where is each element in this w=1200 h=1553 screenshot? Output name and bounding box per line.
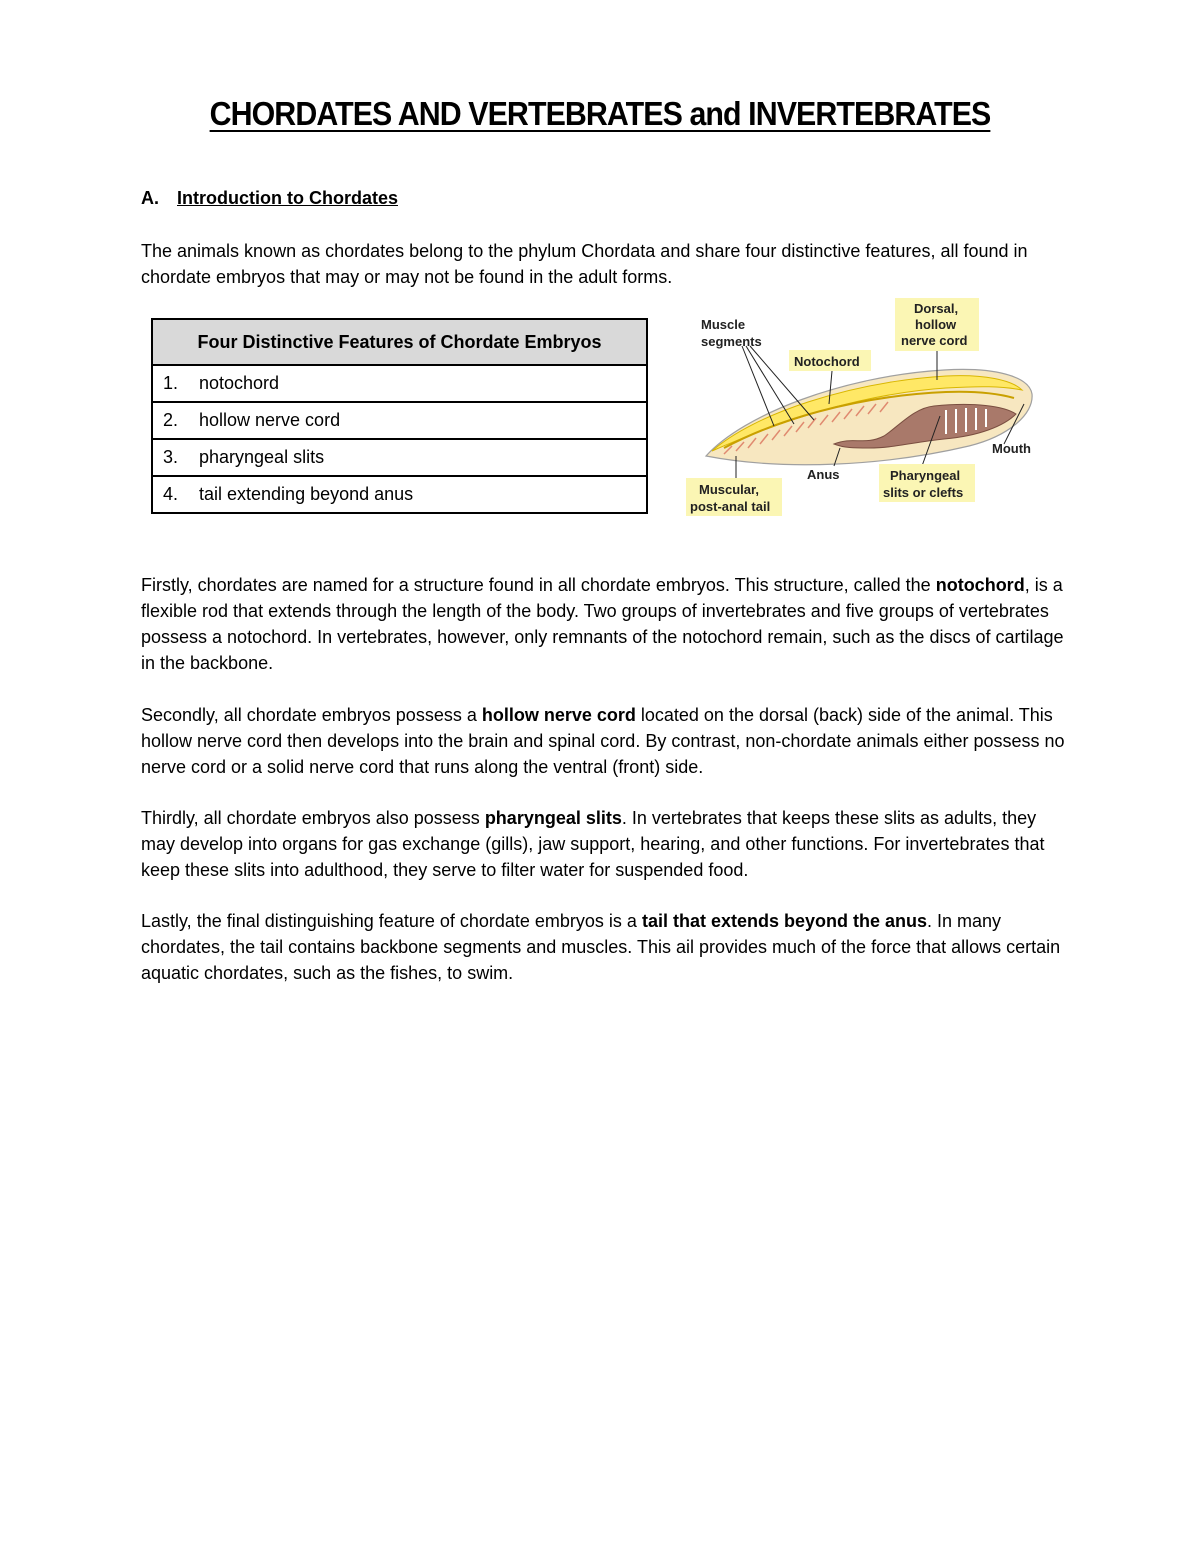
label-notochord: Notochord <box>794 354 860 369</box>
document-title <box>48 95 1152 133</box>
label-muscle-2: segments <box>701 334 762 349</box>
paragraph-tail: Lastly, the final distinguishing feature of chordate embryos is a tail that extends beyond the anus. In many chordates, the tail contains backbone segments and muscles. This ail provides much of the force that allows certain aquatic chordates, such as the fishes, to swim. <box>141 911 1061 983</box>
row-number: 4. <box>163 484 179 504</box>
label-dorsal-1: Dorsal, <box>914 301 959 316</box>
table-cell <box>152 476 647 513</box>
label-pharyngeal-1: Pharyngeal <box>890 468 961 483</box>
paragraph-pharyngeal-slits: Thirdly, all chordate embryos also possess pharyngeal slits. In vertebrates that keeps these slits as adults, they may develop into organs for gas exchange (gills), jaw support, hearing, and other functions. For invertebrates that keep these slits into adulthood, they serve to filter water for suspended food. <box>141 808 1045 880</box>
row-text: notochord <box>199 373 280 393</box>
intro-paragraph: The animals known as chordates belong to the phylum Chordata and share four distinctive features, all found in chordate embryos that may or may not be found in the adult forms. <box>141 241 1028 287</box>
label-dorsal-3: nerve cord <box>901 333 968 348</box>
table-header: Four Distinctive Features of Chordate Embryos <box>152 319 647 365</box>
term-notochord: notochord <box>935 575 1025 595</box>
table-header-row <box>152 319 647 365</box>
section-letter: A. <box>141 188 159 208</box>
row-text: tail extending beyond anus <box>199 484 414 504</box>
section-title: Introduction to Chordates <box>177 188 398 208</box>
row-text: pharyngeal slits <box>199 447 325 467</box>
chordate-embryo-diagram <box>684 296 1040 522</box>
label-muscle-1: Muscle <box>701 317 746 332</box>
document-title-text: CHORDATES AND VERTEBRATES and INVERTEBRATES <box>209 95 991 132</box>
row-number: 1. <box>163 373 179 393</box>
row-number: 2. <box>163 410 179 430</box>
label-tail-2: post-anal tail <box>690 499 771 514</box>
label-dorsal-2: hollow <box>915 317 957 332</box>
table-row <box>152 476 647 513</box>
table-row <box>152 439 647 476</box>
table-row <box>152 365 647 402</box>
label-pharyngeal-2: slits or clefts <box>883 485 964 500</box>
section-heading <box>141 188 398 209</box>
table-row <box>152 402 647 439</box>
term-pharyngeal-slits: pharyngeal slits <box>484 808 622 828</box>
term-hollow-nerve-cord: hollow nerve cord <box>481 705 636 725</box>
term-tail: tail that extends beyond the anus <box>641 911 927 931</box>
label-tail-1: Muscular, <box>699 482 759 497</box>
paragraph-nerve-cord: Secondly, all chordate embryos possess a hollow nerve cord located on the dorsal (back) side of the animal. This hollow nerve cord then develops into the brain and spinal cord. By contrast, non-chordate animals either possess no nerve cord or a solid nerve cord that runs along the ventral (front) side. <box>141 705 1065 777</box>
table-cell <box>152 365 647 402</box>
paragraph-notochord: Firstly, chordates are named for a structure found in all chordate embryos. This structure, called the notochord, is a flexible rod that extends through the length of the body. Two groups of invertebrates and five groups of vertebrates possess a notochord. In vertebrates, however, only remnants of the notochord remain, such as the discs of cartilage in the backbone. <box>141 575 1064 673</box>
table-cell <box>152 402 647 439</box>
label-anus: Anus <box>807 467 840 482</box>
row-text: hollow nerve cord <box>199 410 341 430</box>
table-cell <box>152 439 647 476</box>
row-number: 3. <box>163 447 179 467</box>
features-table <box>151 318 648 514</box>
label-mouth: Mouth <box>992 441 1031 456</box>
